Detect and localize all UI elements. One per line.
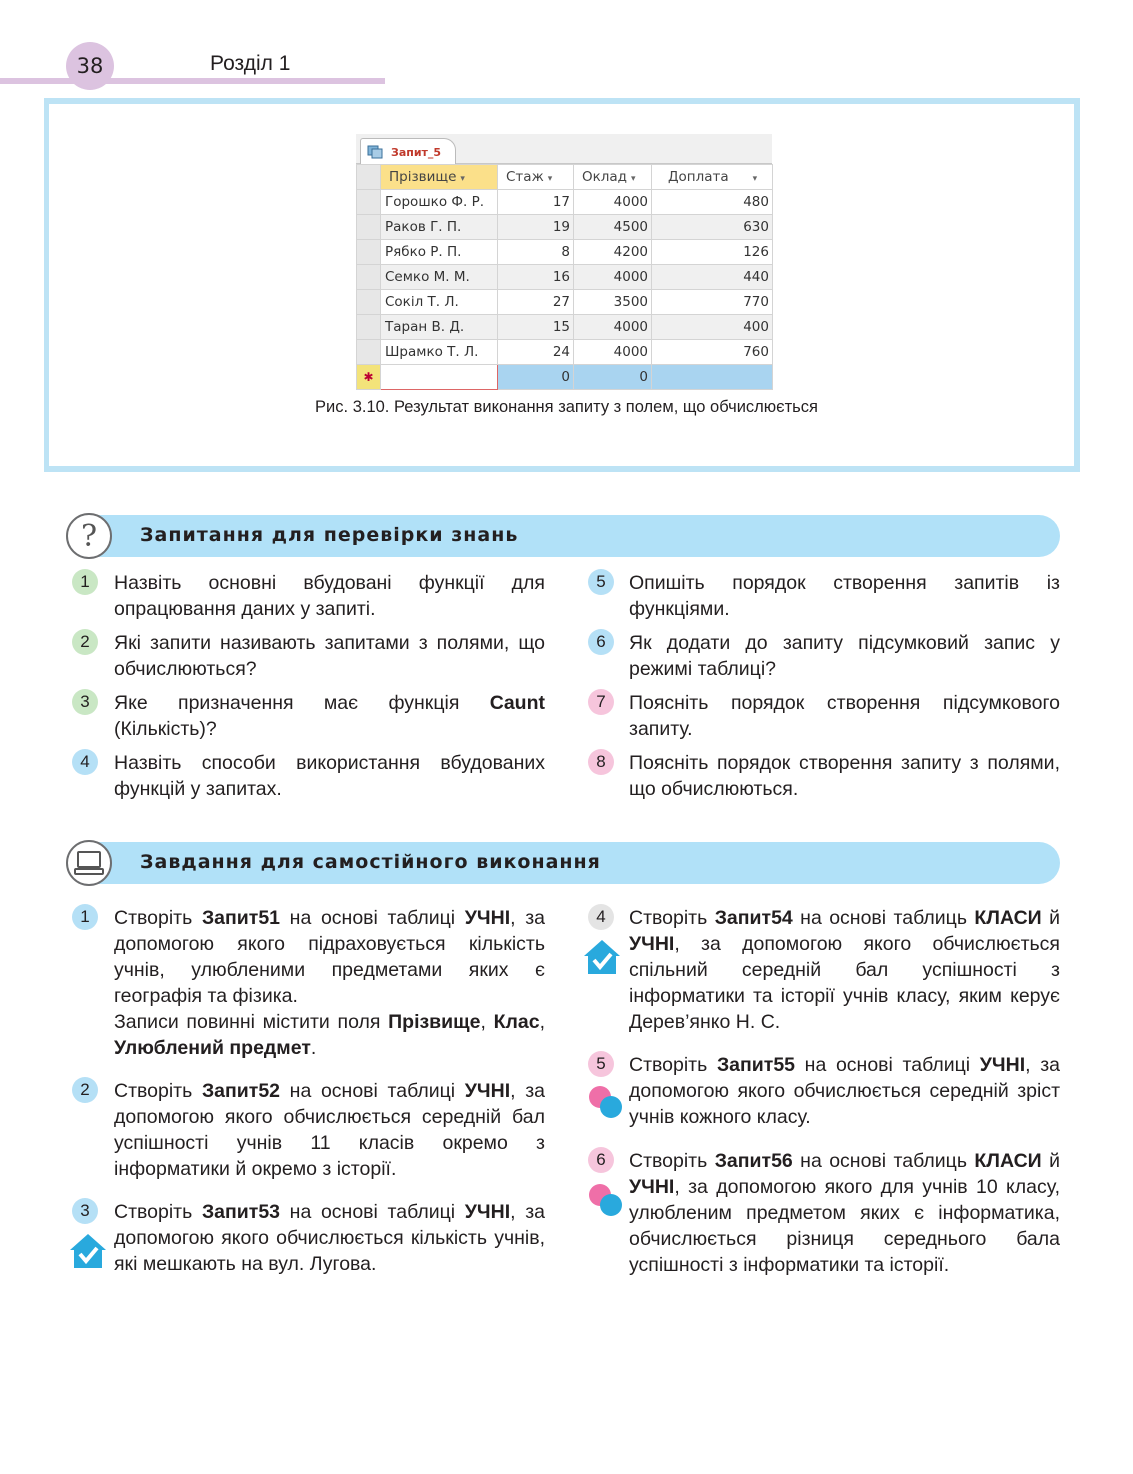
figure-caption: Рис. 3.10. Результат виконання запиту з полем, що обчислюється — [315, 398, 818, 416]
cell-doplata[interactable]: 126 — [652, 240, 773, 265]
cell-surname[interactable]: Таран В. Д. — [381, 315, 498, 340]
query-tab-bar — [356, 134, 772, 164]
cell-surname[interactable]: Раков Г. П. — [381, 215, 498, 240]
cell-oklad[interactable]: 4200 — [574, 240, 652, 265]
cell-surname[interactable]: Семко М. М. — [381, 265, 498, 290]
question-mark-glyph — [68, 515, 110, 557]
question-number: 2 — [72, 629, 98, 655]
question-number: 6 — [588, 629, 614, 655]
text-fragment: Створіть — [629, 907, 715, 929]
table-name: УЧНІ — [629, 933, 675, 955]
query-name: Запит56 — [714, 1150, 793, 1172]
cell-doplata[interactable]: 400 — [652, 315, 773, 340]
dropdown-arrow-icon[interactable]: ▾ — [547, 174, 553, 184]
column-label: Доплата — [668, 169, 729, 185]
field-name: Улюблений предмет — [114, 1037, 311, 1059]
question-number: 7 — [588, 689, 614, 715]
query-name: Запит55 — [716, 1054, 796, 1076]
column-label: Стаж — [506, 169, 544, 185]
question-text: Назвіть основні вбудовані функції для опрацювання даних у запиті. — [114, 572, 545, 620]
cell-oklad[interactable]: 4000 — [574, 340, 652, 365]
column-header-surname[interactable] — [381, 165, 498, 190]
table-name: УЧНІ — [464, 1080, 511, 1102]
question-text: Поясніть порядок створення підсумкового запиту. — [629, 692, 1060, 740]
question-number: 8 — [588, 749, 614, 775]
field-name: Прізвище — [388, 1011, 481, 1033]
dropdown-arrow-icon[interactable]: ▾ — [460, 174, 465, 184]
text-fragment: . — [310, 1037, 317, 1059]
task-text — [629, 905, 1060, 1035]
text-fragment: на основі таблиці — [280, 1201, 465, 1223]
cell-stazh[interactable]: 27 — [498, 290, 574, 315]
text-fragment: на основі таблиць — [792, 1150, 975, 1172]
pair-work-icon — [586, 1083, 626, 1121]
cell-surname[interactable]: Шрамко Т. Л. — [381, 340, 498, 365]
cell-stazh[interactable]: 19 — [498, 215, 574, 240]
cell-doplata[interactable]: 480 — [652, 190, 773, 215]
cell-surname[interactable]: Сокіл Т. Л. — [381, 290, 498, 315]
section-title: Розділ 1 — [210, 52, 291, 75]
cell-doplata[interactable]: 760 — [652, 340, 773, 365]
cell-oklad[interactable]: 4000 — [574, 190, 652, 215]
task-number: 2 — [72, 1077, 98, 1103]
table-row — [357, 315, 773, 340]
text-fragment: Створіть — [629, 1150, 715, 1172]
questions-title: Запитання для перевірки знань — [140, 524, 519, 546]
text-fragment: й — [1041, 907, 1060, 929]
question-text — [114, 690, 545, 742]
text-fragment: , — [539, 1011, 545, 1033]
row-selector[interactable] — [357, 290, 381, 315]
cell-surname-new[interactable] — [381, 365, 498, 390]
query-name: Запит53 — [201, 1201, 281, 1223]
question-text: Опишіть порядок створення запитів із функціями. — [629, 572, 1060, 620]
text-fragment: , за допомогою якого підраховується кількість учнів, улюбленими предметами яких є географія та фізика. — [114, 907, 546, 1007]
cell-stazh[interactable]: 16 — [498, 265, 574, 290]
text-fragment: , за допомогою якого обчислюється середній бал успішності учнів 11 класів окремо з інформатики й окремо з історії. — [114, 1080, 546, 1180]
column-header-oklad[interactable] — [574, 165, 652, 190]
column-header-stazh[interactable] — [498, 165, 574, 190]
row-selector[interactable] — [357, 190, 381, 215]
question-text: Назвіть способи використання вбудованих функцій у запитах. — [114, 752, 545, 800]
cell-oklad[interactable]: 3500 — [574, 290, 652, 315]
cell-oklad[interactable]: 4500 — [574, 215, 652, 240]
task-number: 3 — [72, 1198, 98, 1224]
text-fragment: Створіть — [114, 1080, 202, 1102]
column-header-doplata[interactable] — [652, 165, 773, 190]
pair-work-icon — [586, 1181, 626, 1219]
cell-doplata[interactable]: 440 — [652, 265, 773, 290]
question-mark-icon — [66, 513, 112, 559]
table-row — [357, 240, 773, 265]
question-number: 4 — [72, 749, 98, 775]
cell-surname[interactable]: Рябко Р. П. — [381, 240, 498, 265]
task-number: 5 — [588, 1051, 614, 1077]
task-text — [629, 1052, 1060, 1130]
column-label: Прізвище — [389, 169, 457, 185]
question-number: 3 — [72, 689, 98, 715]
cell-doplata-new[interactable] — [652, 365, 773, 390]
text-fragment: на основі таблиць — [792, 907, 975, 929]
row-selector[interactable] — [357, 315, 381, 340]
row-selector[interactable] — [357, 215, 381, 240]
table-row — [357, 215, 773, 240]
table-name: УЧНІ — [464, 1201, 511, 1223]
task-text — [114, 1199, 545, 1277]
table-name: УЧНІ — [979, 1054, 1026, 1076]
task-number: 1 — [72, 904, 98, 930]
row-selector[interactable] — [357, 265, 381, 290]
question-text: Як додати до запиту підсумковий запис у режимі таблиці? — [629, 632, 1060, 680]
tasks-title: Завдання для самостійного виконання — [140, 851, 601, 873]
cell-stazh[interactable]: 15 — [498, 315, 574, 340]
text-fragment: Створіть — [629, 1054, 717, 1076]
cell-stazh[interactable]: 8 — [498, 240, 574, 265]
table-name: УЧНІ — [464, 907, 511, 929]
cell-oklad[interactable]: 4000 — [574, 315, 652, 340]
text-fragment: , за допомогою якого обчислюється середній зріст учнів кожного класу. — [629, 1054, 1061, 1128]
text-fragment: на основі таблиці — [280, 1080, 465, 1102]
table-name: КЛАСИ — [974, 1150, 1042, 1172]
question-number: 1 — [72, 569, 98, 595]
query-name: Запит51 — [201, 907, 281, 929]
text-fragment: (Кількість)? — [114, 718, 217, 740]
text-fragment: Створіть — [114, 1201, 202, 1223]
page-number: 38 — [76, 54, 104, 78]
home-task-icon — [582, 938, 622, 976]
table-row — [357, 290, 773, 315]
task-text — [629, 1148, 1060, 1278]
datasheet-grid — [356, 164, 773, 390]
task-number: 4 — [588, 904, 614, 930]
field-name: Клас — [493, 1011, 540, 1033]
question-number: 5 — [588, 569, 614, 595]
cell-stazh[interactable]: 24 — [498, 340, 574, 365]
table-row — [357, 190, 773, 215]
new-record-row — [357, 365, 773, 390]
text-fragment: , за допомогою якого для учнів 10 класу, улюбленим предметом яких є інформатика, обчислюється різниця середнього бала успішності з інформатики та історії. — [629, 1176, 1060, 1276]
cell-doplata[interactable]: 630 — [652, 215, 773, 240]
header-row — [357, 165, 773, 190]
cell-stazh[interactable]: 17 — [498, 190, 574, 215]
column-label: Оклад — [582, 169, 628, 185]
function-name: Caunt — [489, 692, 545, 714]
home-task-icon — [68, 1232, 108, 1270]
text-fragment: , — [480, 1011, 494, 1033]
header-rule — [0, 78, 385, 84]
cell-oklad-new[interactable]: 0 — [574, 365, 652, 390]
row-selector-header[interactable] — [357, 165, 381, 190]
task-text — [114, 905, 545, 1061]
table-name: КЛАСИ — [974, 907, 1042, 929]
query-tab-label: Запит_5 — [391, 146, 442, 159]
cell-doplata[interactable]: 770 — [652, 290, 773, 315]
question-text: Які запити називають запитами з полями, що обчислюються? — [114, 632, 545, 680]
svg-text:?: ? — [80, 519, 98, 554]
new-record-icon[interactable]: ✱ — [357, 365, 381, 390]
cell-oklad[interactable]: 4000 — [574, 265, 652, 290]
text-fragment: Створіть — [114, 907, 202, 929]
question-text: Поясніть порядок створення запиту з полями, що обчислюються. — [629, 752, 1060, 800]
text-fragment: , за допомогою якого обчислюється спільний середній бал успішності з інформатики та історії учнів класу, яким керує Дерев’янко Н. С. — [629, 933, 1060, 1033]
text-fragment: на основі таблиці — [795, 1054, 980, 1076]
text-fragment: , за допомогою якого обчислюється кількість учнів, які мешкають на вул. Лугова. — [114, 1201, 546, 1275]
task-text — [114, 1078, 545, 1182]
dropdown-arrow-icon[interactable]: ▾ — [752, 174, 758, 184]
query-tab[interactable] — [360, 138, 456, 165]
table-row — [357, 265, 773, 290]
cell-surname[interactable]: Горошко Ф. Р. — [381, 190, 498, 215]
dropdown-arrow-icon[interactable]: ▾ — [631, 174, 636, 184]
text-fragment: Яке призначення має функція — [114, 692, 490, 714]
task-number: 6 — [588, 1147, 614, 1173]
query-name: Запит54 — [714, 907, 793, 929]
row-selector[interactable] — [357, 340, 381, 365]
text-fragment: Записи повинні містити поля — [114, 1011, 389, 1033]
query-name: Запит52 — [201, 1080, 281, 1102]
cell-stazh-new[interactable]: 0 — [498, 365, 574, 390]
table-row — [357, 340, 773, 365]
table-name: УЧНІ — [629, 1176, 675, 1198]
text-fragment: й — [1041, 1150, 1060, 1172]
access-query-window — [356, 134, 772, 390]
query-icon — [367, 145, 383, 159]
text-fragment: на основі таблиці — [280, 907, 465, 929]
row-selector[interactable] — [357, 240, 381, 265]
computer-glyph — [68, 842, 110, 884]
computer-icon — [66, 840, 112, 886]
